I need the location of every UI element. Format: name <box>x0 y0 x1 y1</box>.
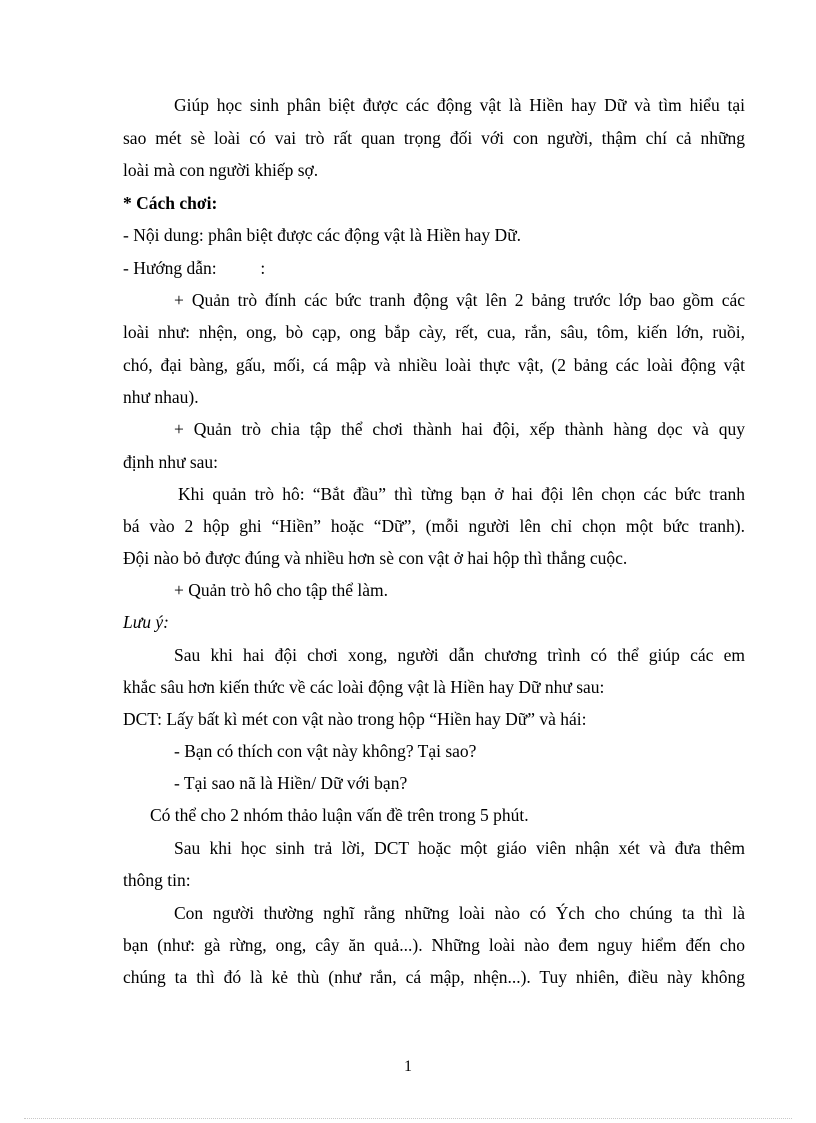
page-number: 1 <box>404 1058 412 1075</box>
paragraph-line: - Hướng dẫn: : <box>123 258 266 278</box>
paragraph-line: sao mét sè loài có vai trò rất quan trọng đối với con người, thậm chí cả những <box>123 128 745 148</box>
section-heading: * Cách chơi: <box>123 193 218 213</box>
paragraph-line: + Quản trò chia tập thể chơi thành hai đội, xếp thành hàng dọc và quy <box>174 419 745 439</box>
paragraph-line: - Nội dung: phân biệt được các động vật là Hiền hay Dữ. <box>123 225 522 245</box>
paragraph-line: Khi quản trò hô: “Bắt đầu” thì từng bạn ở hai đội lên chọn các bức tranh <box>178 484 745 504</box>
paragraph-line: - Bạn có thích con vật này không? Tại sao? <box>174 741 477 761</box>
paragraph-line: - Tại sao nã là Hiền/ Dữ với bạn? <box>174 773 408 793</box>
note-heading: Lưu ý: <box>123 612 169 632</box>
page-bottom-rule <box>24 1118 792 1119</box>
paragraph-line: Con người thường nghĩ rằng những loài nào có Ých cho chúng ta thì là <box>174 903 745 923</box>
paragraph-line: Sau khi học sinh trả lời, DCT hoặc một giáo viên nhận xét và đưa thêm <box>174 838 745 858</box>
paragraph-line: định như sau: <box>123 452 219 472</box>
paragraph-line: Giúp học sinh phân biệt được các động vật là Hiền hay Dữ và tìm hiểu tại <box>174 95 745 115</box>
paragraph-line: + Quản trò đính các bức tranh động vật lên 2 bảng trước lớp bao gồm các <box>174 290 745 310</box>
paragraph-line: loài mà con người khiếp sợ. <box>123 160 319 180</box>
paragraph-line: Có thể cho 2 nhóm thảo luận vấn đề trên trong 5 phút. <box>150 805 529 825</box>
paragraph-line: như nhau). <box>123 387 199 407</box>
paragraph-line: bạn (như: gà rừng, ong, cây ăn quả...). Những loài nào đem nguy hiểm đến cho <box>123 935 745 955</box>
paragraph-line: Sau khi hai đội chơi xong, người dẫn chương trình có thể giúp các em <box>174 645 745 665</box>
paragraph-line: + Quản trò hô cho tập thể làm. <box>174 580 388 600</box>
paragraph-line: DCT: Lấy bất kì mét con vật nào trong hộp “Hiền hay Dữ” và hái: <box>123 709 587 729</box>
paragraph-line: chúng ta thì đó là kẻ thù (như rắn, cá mập, nhện...). Tuy nhiên, điều này không <box>123 967 745 987</box>
paragraph-line: loài như: nhện, ong, bò cạp, ong bắp cày, rết, cua, rắn, sâu, tôm, kiến lớn, ruồi, <box>123 322 745 342</box>
paragraph-line: khắc sâu hơn kiến thức về các loài động vật là Hiền hay Dữ như sau: <box>123 677 605 697</box>
paragraph-line: Đội nào bỏ được đúng và nhiều hơn sè con vật ở hai hộp thì thắng cuộc. <box>123 548 628 568</box>
paragraph-line: bá vào 2 hộp ghi “Hiền” hoặc “Dữ”, (mỗi người lên chỉ chọn một bức tranh). <box>123 516 745 536</box>
paragraph-line: thông tin: <box>123 870 191 890</box>
paragraph-line: chó, đại bàng, gấu, mối, cá mập và nhiều loài thực vật, (2 bảng các loài động vật <box>123 355 745 375</box>
